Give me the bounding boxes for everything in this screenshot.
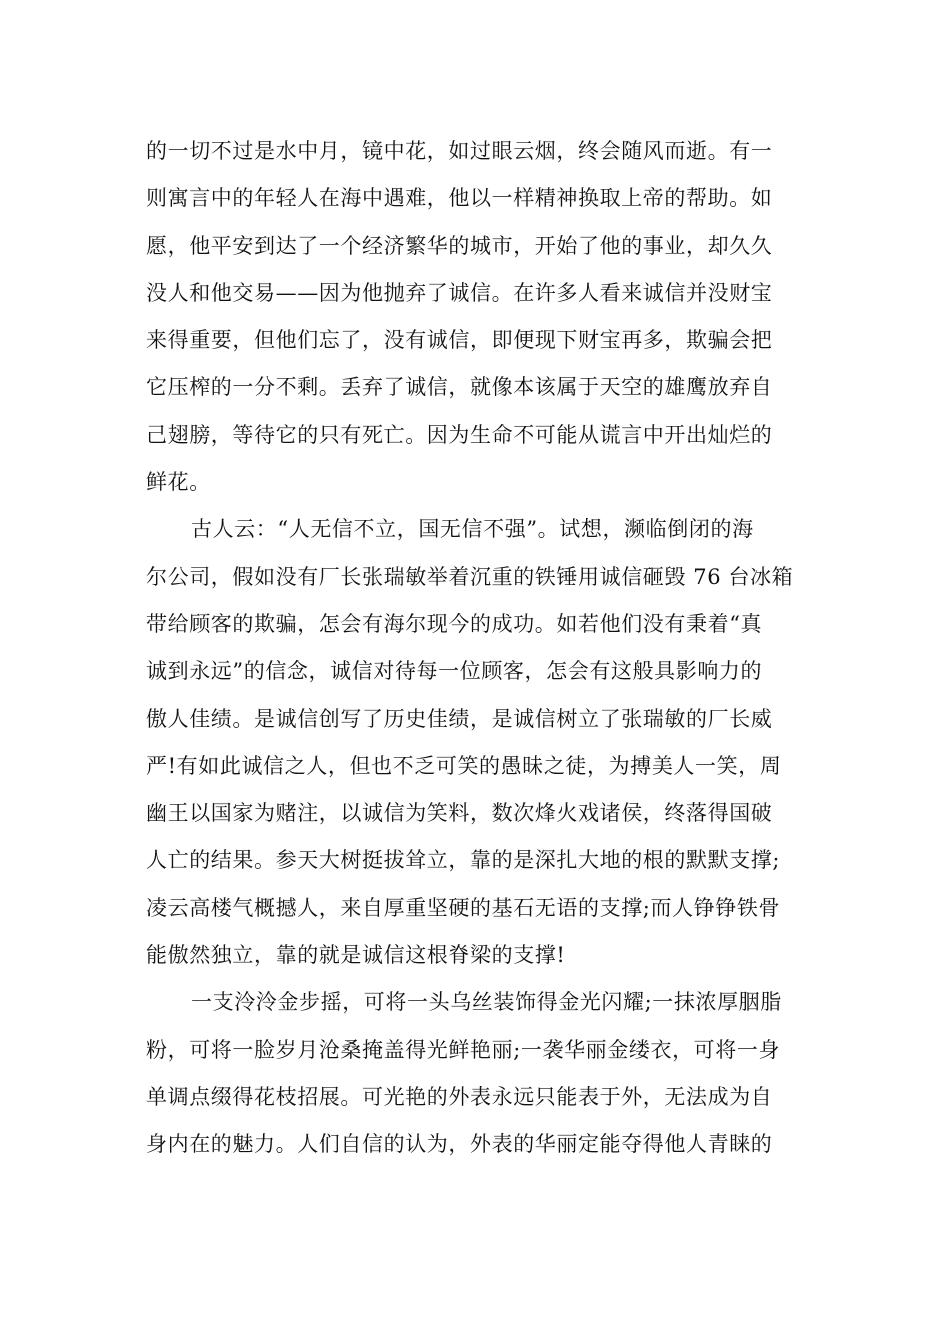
document-body: [146, 128, 806, 1169]
text-line: 它压榨的一分不剩。丢弃了诚信，就像本该属于天空的雄鹰放弃自: [146, 375, 773, 400]
text-line: 己翅膀，等待它的只有死亡。因为生命不可能从谎言中开出灿烂的: [146, 422, 773, 447]
text-line: 没人和他交易——因为他抛弃了诚信。在许多人看来诚信并没财宝: [146, 280, 773, 305]
text-line: 粉，可将一脸岁月沧桑掩盖得光鲜艳丽;一袭华丽金缕衣，可将一身: [146, 1037, 781, 1062]
text-line: 凌云高楼气概撼人，来自厚重坚硬的基石无语的支撑;而人铮铮铁骨: [146, 895, 781, 920]
text-line: 带给顾客的欺骗，怎会有海尔现今的成功。如若他们没有秉着“真: [146, 611, 763, 636]
text-line: 人亡的结果。参天大树挺拔耸立，靠的是深扎大地的根的默默支撑;: [146, 848, 781, 873]
text-line: 愿，他平安到达了一个经济繁华的城市，开始了他的事业，却久久: [146, 233, 773, 258]
text-line: 单调点缀得花枝招展。可光艳的外表永远只能表于外，无法成为自: [146, 1084, 773, 1109]
text-line: 鲜花。: [146, 470, 211, 495]
text-line: 身内在的魅力。人们自信的认为，外表的华丽定能夺得他人青睐的: [146, 1132, 773, 1157]
text-line: 尔公司，假如没有厂长张瑞敏举着沉重的铁锤用诚信砸毁 76 台冰箱: [146, 564, 794, 589]
text-line: 严!有如此诚信之人，但也不乏可笑的愚昧之徒，为搏美人一笑，周: [146, 753, 782, 778]
text-line: 诚到永远”的信念，诚信对待每一位顾客，怎会有这般具影响力的: [146, 659, 763, 684]
text-line: 傲人佳绩。是诚信创写了历史佳绩，是诚信树立了张瑞敏的厂长威: [146, 706, 773, 731]
text-line: 来得重要，但他们忘了，没有诚信，即便现下财宝再多，欺骗会把: [146, 328, 773, 353]
text-line: 能傲然独立，靠的就是诚信这根脊梁的支撑!: [146, 943, 566, 968]
text-line: 则寓言中的年轻人在海中遇难，他以一样精神换取上帝的帮助。如: [146, 186, 773, 211]
text-line: 幽王以国家为赌注，以诚信为笑料，数次烽火戏诸侯，终落得国破: [146, 801, 773, 826]
text-line: 的一切不过是水中月，镜中花，如过眼云烟，终会随风而逝。有一: [146, 139, 773, 163]
paragraph-first-line: 一支泠泠金步摇，可将一头乌丝装饰得金光闪耀;一抹浓厚胭脂: [191, 990, 782, 1015]
paragraph-first-line: 古人云：“人无信不立，国无信不强”。试想，濒临倒闭的海: [191, 517, 754, 542]
